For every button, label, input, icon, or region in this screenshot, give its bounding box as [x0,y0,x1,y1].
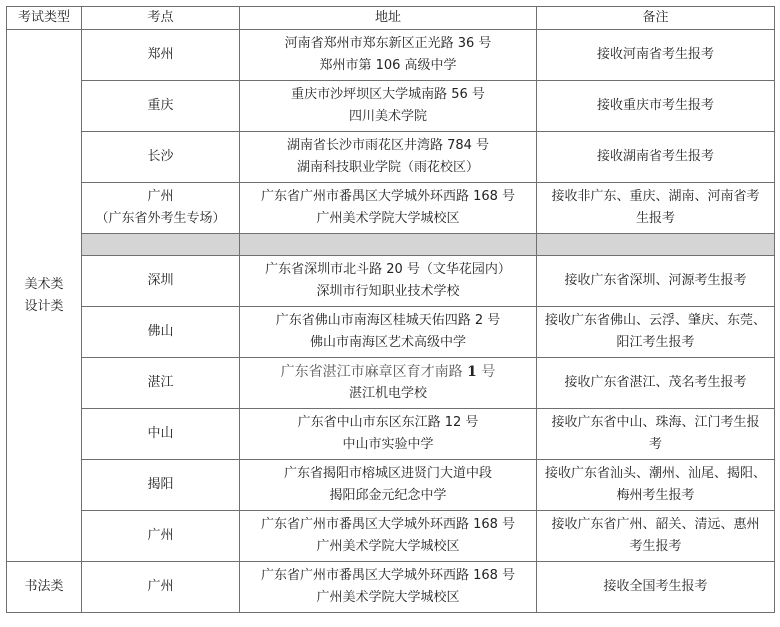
note-line: 考生报考 [629,539,682,554]
separator-cell [82,234,240,256]
note-line: 梅州考生报考 [616,488,695,503]
address-line: 重庆市沙坪坝区大学城南路 56 号 [291,87,485,102]
site-cell: 佛山 [82,307,240,358]
site-cell: 湛江 [82,358,240,409]
site-cell: 广州 [82,562,240,613]
note-line: 接收广东省佛山、云浮、肇庆、东莞、 [544,313,766,328]
address-line: 广东省广州市番禺区大学城外环西路 168 号 [260,568,516,583]
address-line: 中山市实验中学 [342,437,434,452]
address-line: 湖南省长沙市雨花区井湾路 784 号 [286,138,490,153]
header-note: 备注 [537,7,775,30]
table-row [7,409,775,460]
note-cell [537,511,775,562]
table-row [7,183,775,234]
separator-cell [537,234,775,256]
header-site: 考点 [82,7,240,30]
address-cell [240,307,537,358]
table-row [7,30,775,81]
address-line: 湖南科技职业学院（雨花校区） [296,160,479,175]
site-cell: 重庆 [82,81,240,132]
address-line: 广东省佛山市南海区桂城天佑四路 2 号 [275,313,501,328]
address-cell [240,358,537,409]
separator-cell [240,234,537,256]
note-line: 接收广东省中山、珠海、江门考生报 [551,415,760,430]
address-cell [240,409,537,460]
table-row [7,256,775,307]
address-line: 广东省广州市番禺区大学城外环西路 168 号 [260,517,516,532]
address-cell [240,460,537,511]
address-cell [240,30,537,81]
address-cell [240,132,537,183]
address-line: 湛江机电学校 [348,386,427,401]
note-line: 接收广东省深圳、河源考生报考 [564,273,747,288]
note-cell [537,460,775,511]
note-line: 阳江考生报考 [616,335,695,350]
exam-type-art-design [7,30,82,562]
note-cell [537,132,775,183]
table-row [7,511,775,562]
note-cell [537,30,775,81]
note-cell [537,358,775,409]
note-line: 接收广东省湛江、茂名考生报考 [564,375,747,390]
table-row [7,358,775,409]
note-cell [537,81,775,132]
exam-type-calligraphy: 书法类 [7,562,82,613]
table-row [7,81,775,132]
note-line: 接收河南省考生报考 [596,47,714,62]
address-line: 河南省郑州市郑东新区正光路 36 号 [284,36,492,51]
separator-row [7,234,775,256]
address-line [244,361,532,383]
note-cell [537,183,775,234]
address-line: 深圳市行知职业技术学校 [316,284,460,299]
note-cell [537,562,775,613]
address-line: 佛山市南海区艺术高级中学 [309,335,466,350]
address-cell [240,562,537,613]
header-address: 地址 [240,7,537,30]
note-cell [537,256,775,307]
address-line: 揭阳邱金元纪念中学 [329,488,447,503]
site-cell: 揭阳 [82,460,240,511]
address-cell [240,511,537,562]
note-line: 接收非广东、重庆、湖南、河南省考 [551,189,760,204]
address-number: 1 [467,364,477,380]
address-unit: 号 [481,364,496,380]
address-cell [240,81,537,132]
address-line: 四川美术学院 [348,109,427,124]
note-cell [537,307,775,358]
exam-type-label: 美术类 设计类 [24,276,64,314]
header-row [7,7,775,30]
address-line: 广东省广州市番禺区大学城外环西路 168 号 [260,189,516,204]
note-line: 接收湖南省考生报考 [596,149,714,164]
note-line: 接收重庆市考生报考 [596,98,714,113]
table-row [7,132,775,183]
site-cell: 中山 [82,409,240,460]
address-line: 广东省揭阳市榕城区进贤门大道中段 [283,466,492,481]
note-line: 接收广东省汕头、潮州、汕尾、揭阳、 [544,466,766,481]
address-cell [240,256,537,307]
site-cell: 深圳 [82,256,240,307]
address-text: 广东省湛江市麻章区育才南路 [280,364,463,380]
note-cell [537,409,775,460]
address-line: 广州美术学院大学城校区 [316,590,460,605]
address-line: 广东省中山市东区东江路 12 号 [297,415,479,430]
address-line: 广州美术学院大学城校区 [316,539,460,554]
site-cell: 郑州 [82,30,240,81]
address-cell [240,183,537,234]
note-line: 考 [648,437,662,452]
note-line: 生报考 [635,211,675,226]
table-row [7,562,775,613]
table-row [7,460,775,511]
header-exam-type: 考试类型 [7,7,82,30]
site-cell: 广州 （广东省外考生专场） [82,183,240,234]
address-line: 广东省深圳市北斗路 20 号（文华花园内） [265,262,511,277]
table-row [7,307,775,358]
address-line: 广州美术学院大学城校区 [316,211,460,226]
note-line: 接收广东省广州、韶关、清远、惠州 [551,517,760,532]
address-line: 郑州市第 106 高级中学 [319,58,457,73]
site-cell: 广州 [82,511,240,562]
site-cell: 长沙 [82,132,240,183]
note-line: 接收全国考生报考 [603,579,708,594]
exam-site-table [6,6,775,613]
